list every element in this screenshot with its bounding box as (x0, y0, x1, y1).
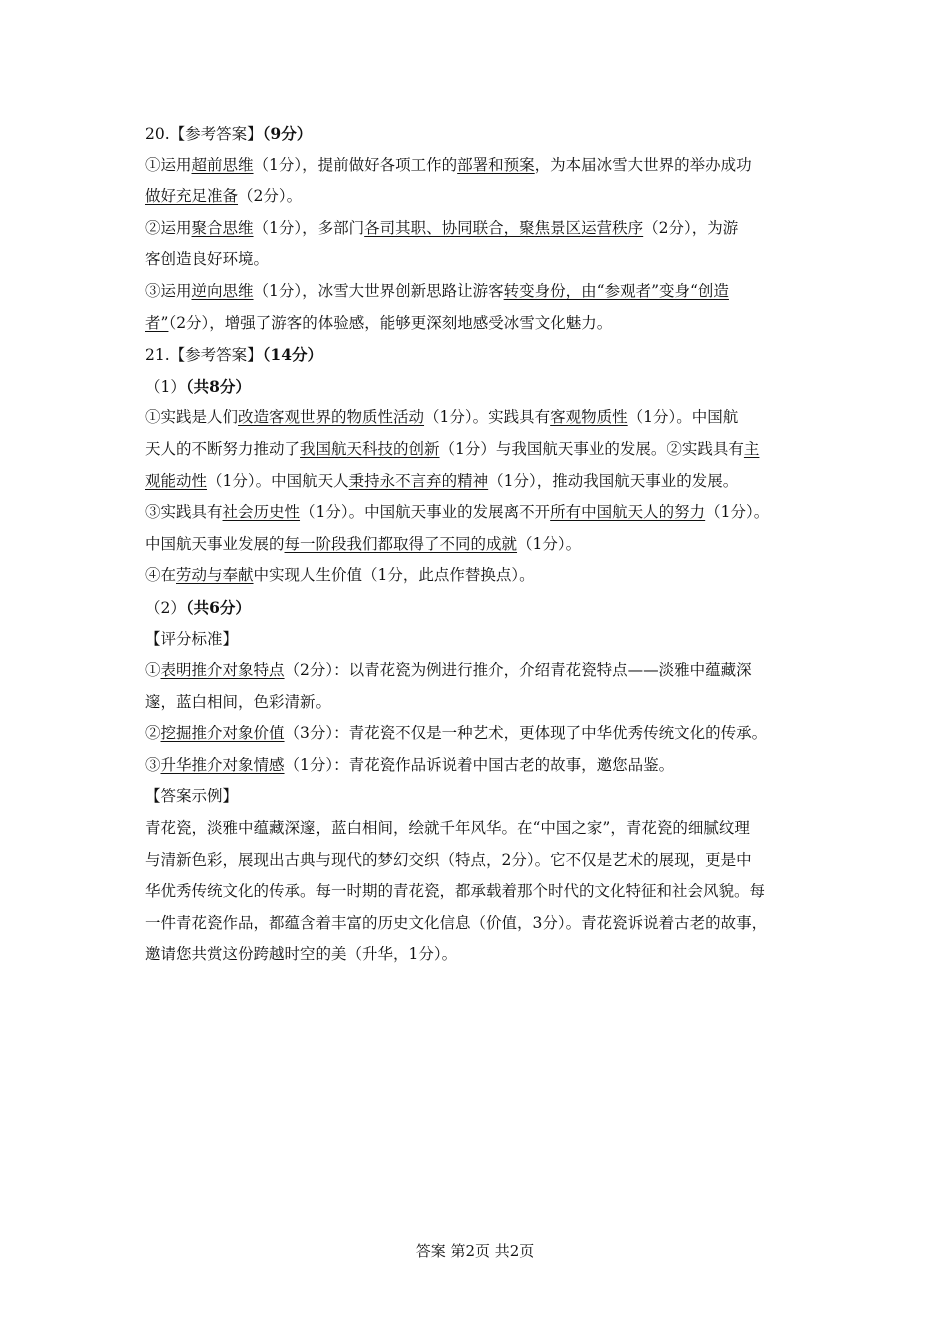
example-title: 【答案示例】 (145, 787, 239, 806)
q20-point-3: ③运用逆向思维（1分），冰雪大世界创新思路让游客转变身份，由“参观者”变身“创造 (145, 281, 729, 300)
example-line: 邀请您共赏这份跨越时空的美（升华，1分）。 (145, 945, 458, 964)
q20-point-3-cont: 者”（2分），增强了游客的体验感，能够更深刻地感受冰雪文化魅力。 (145, 313, 613, 332)
question-number: 21. (145, 346, 170, 365)
q21-part1-line-6: ④在劳动与奉献中实现人生价值（1分，此点作替换点）。 (145, 566, 535, 585)
q21-part-2-heading: （2）（共6分） (145, 597, 251, 617)
q20-heading (145, 118, 810, 150)
q20-point-1-cont: 做好充足准备（2分）。 (145, 187, 303, 206)
example-line: 华优秀传统文化的传承。每一时期的青花瓷，都承载着那个时代的文化特征和社会风貌。每 (145, 882, 766, 901)
q21-part1-line-5: 中国航天事业发展的每一阶段我们都取得了不同的成就（1分）。 (145, 534, 582, 553)
criteria-title: 【评分标准】 (145, 629, 239, 648)
answer-tag: 【参考答案】 (169, 346, 263, 365)
answer-content (145, 118, 810, 971)
answer-tag: 【参考答案】 (169, 125, 263, 143)
criteria-1-cont: 邃，蓝白相间，色彩清新。 (145, 692, 332, 711)
page-footer: 答案 第2页 共2页 (415, 1242, 535, 1260)
question-number: 20. (145, 125, 170, 143)
q21-part1-line-2: 天人的不断努力推动了我国航天科技的创新（1分）与我国航天事业的发展。②实践具有主 (145, 439, 760, 458)
q21-part1-line-3: 观能动性（1分）。中国航天人秉持永不言弃的精神（1分），推动我国航天事业的发展。 (145, 471, 739, 490)
q21-part-1-heading: （1）（共8分） (145, 376, 251, 396)
example-line: 青花瓷，淡雅中蕴藏深邃，蓝白相间，绘就千年风华。在“中国之家”，青花瓷的细腻纹理 (145, 819, 750, 838)
criteria-1: ①表明推介对象特点（2分）：以青花瓷为例进行推介，介绍青花瓷特点——淡雅中蕴藏深 (145, 661, 752, 680)
q21-heading (145, 339, 810, 371)
q21-part1-line-1: ①实践是人们改造客观世界的物质性活动（1分）。实践具有客观物质性（1分）。中国航 (145, 408, 739, 427)
q21-part1-line-4: ③实践具有社会历史性（1分）。中国航天事业的发展离不开所有中国航天人的努力（1分）。 (145, 503, 770, 522)
criteria-3: ③升华推介对象情感（1分）：青花瓷作品诉说着中国古老的故事，邀您品鉴。 (145, 755, 675, 774)
q20-point-1: ①运用超前思维（1分），提前做好各项工作的部署和预案，为本届冰雪大世界的举办成功 (145, 155, 752, 174)
score: （14分） (262, 345, 323, 365)
example-line: 与清新色彩，展现出古典与现代的梦幻交织（特点，2分）。它不仅是艺术的展现，更是中 (145, 850, 752, 869)
criteria-2: ②挖掘推介对象价值（3分）：青花瓷不仅是一种艺术，更体现了中华优秀传统文化的传承。 (145, 724, 768, 743)
q20-point-2: ②运用聚合思维（1分），多部门各司其职、协同联合，聚焦景区运营秩序（2分），为游 (145, 218, 739, 237)
example-line: 一件青花瓷作品，都蕴含着丰富的历史文化信息（价值，3分）。青花瓷诉说着古老的故事， (145, 913, 768, 932)
q20-point-2-cont: 客创造良好环境。 (145, 250, 270, 269)
score: （9分） (262, 124, 313, 143)
